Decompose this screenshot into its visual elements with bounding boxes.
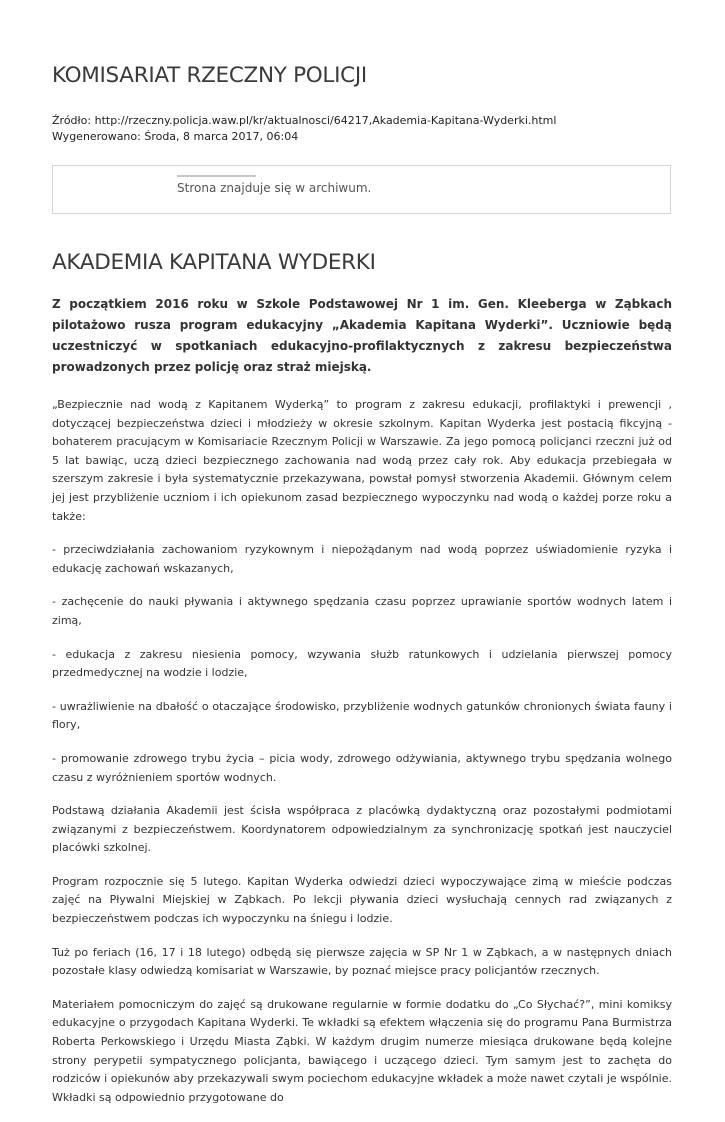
article-paragraph: Podstawą działania Akademii jest ścisła współpraca z placówką dydaktyczną oraz pozostałymi podmiotami związanymi z bezpieczeństwem. Koordynatorem odpowiedzialnym za synchronizację spotkań jest nauczyciel placówki szkolnej. (52, 804, 672, 855)
source-line (52, 113, 556, 129)
article-paragraph: „Bezpiecznie nad wodą z Kapitanem Wyderką” to program z zakresu edukacji, profilaktyki i prewencji , dotyczącej bezpieczeństwa dzieci i młodzieży w okresie szkolnym. Kapitan Wyderka jest postacią fikcyjną - bohaterem pracującym w Komisariacie Rzecznym Policji w Warszawie. Za jego pomocą policjanci rzeczni już od 5 lat bawiąc, uczą dzieci bezpiecznego zachowania nad wodą przez cały rok. Aby edukacja przebiegała w szerszym zakresie i była systematycznie przekazywana, powstał pomysł stworzenia Akademii. Głównym celem jej jest przybliżenie uczniom i ich opiekunom zasad bezpiecznego wypoczynku nad wodą o każdej porze roku a także: (52, 398, 672, 523)
article-body (52, 294, 672, 1122)
source-url-link[interactable]: http://rzeczny.policja.waw.pl/kr/aktualnosci/64217,Akademia-Kapitana-Wyderki.html (94, 114, 557, 127)
article-paragraph: Materiałem pomocniczym do zajęć są drukowane regularnie w formie dodatku do „Co Słychać?”, mini komiksy edukacyjne o przygodach Kapitana Wyderki. Te wkładki są efektem włączenia się do programu Pana Burmistrza Roberta Perkowskiego i Urzędu Miasta Ząbki. W każdym drugim numerze miesiąca drukowane będą kolejne strony perypetii sympatycznego policjanta, bawiącego i uczącego dzieci. Tym samym jest to zachęta do rodziców i opiekunów aby przekazywali swym pociechom edukacyjne wkładek a może nawet czytali je wspólnie. Wkładki są odpowiednio przygotowane do (52, 997, 672, 1104)
article-lead: Z początkiem 2016 roku w Szkole Podstawowej Nr 1 im. Gen. Kleeberga w Ząbkach pilotażowo rusza program edukacyjny „Akademia Kapitana Wyderki”. Uczniowie będą uczestniczyć w spotkaniach edukacyjno-profilaktycznych z zakresu bezpieczeństwa prowadzonych przez policję oraz straż miejską. (52, 297, 672, 374)
article-paragraph: - przeciwdziałania zachowaniom ryzykownym i niepożądanym nad wodą poprzez uświadomienie ryzyka i edukację zachowań wskazanych, (52, 543, 672, 575)
article-paragraph: - zachęcenie do nauki pływania i aktywnego spędzania czasu poprzez uprawianie sportów wodnych latem i zimą, (52, 595, 672, 627)
archive-divider (177, 175, 256, 177)
article-paragraph: - promowanie zdrowego trybu życia – picia wody, zdrowego odżywiania, aktywnego trybu spędzania wolnego czasu z wyróżnieniem sportów wodnych. (52, 751, 672, 784)
archive-notice-box (52, 165, 671, 214)
article-paragraph: - uwrażliwienie na dbałość o otaczające środowisko, przybliżenie wodnych gatunków chronionych świata fauny i flory, (52, 699, 672, 732)
archive-notice: Strona znajduje się w archiwum. (177, 181, 372, 195)
article-paragraph: Program rozpocznie się 5 lutego. Kapitan Wyderka odwiedzi dzieci wypoczywające zimą w mieście podczas zajęć na Pływalni Miejskiej w Ząbkach. Po lekcji pływania dzieci wysłuchają cennych rad związanych z bezpieczeństwem podczas ich wypoczynku na śniegu i lodzie. (52, 874, 672, 926)
article-paragraph: - edukacja z zakresu niesienia pomocy, wzywania służb ratunkowych i udzielania pierwszej pomocy przedmedycznej na wodzie i lodzie, (52, 647, 672, 680)
generated-date: Wygenerowano: Środa, 8 marca 2017, 06:04 (52, 130, 299, 143)
source-label: Źródło: (52, 114, 95, 127)
document-meta (52, 113, 556, 145)
site-title: KOMISARIAT RZECZNY POLICJI (52, 63, 367, 88)
article-paragraph: Tuż po feriach (16, 17 i 18 lutego) odbędą się pierwsze zajęcia w SP Nr 1 w Ząbkach, a w następnych dniach pozostałe klasy odwiedzą komisariat w Warszawie, by poznać miejsce pracy policjantów rzecznych. (52, 945, 672, 978)
article-title: AKADEMIA KAPITANA WYDERKI (52, 250, 376, 275)
